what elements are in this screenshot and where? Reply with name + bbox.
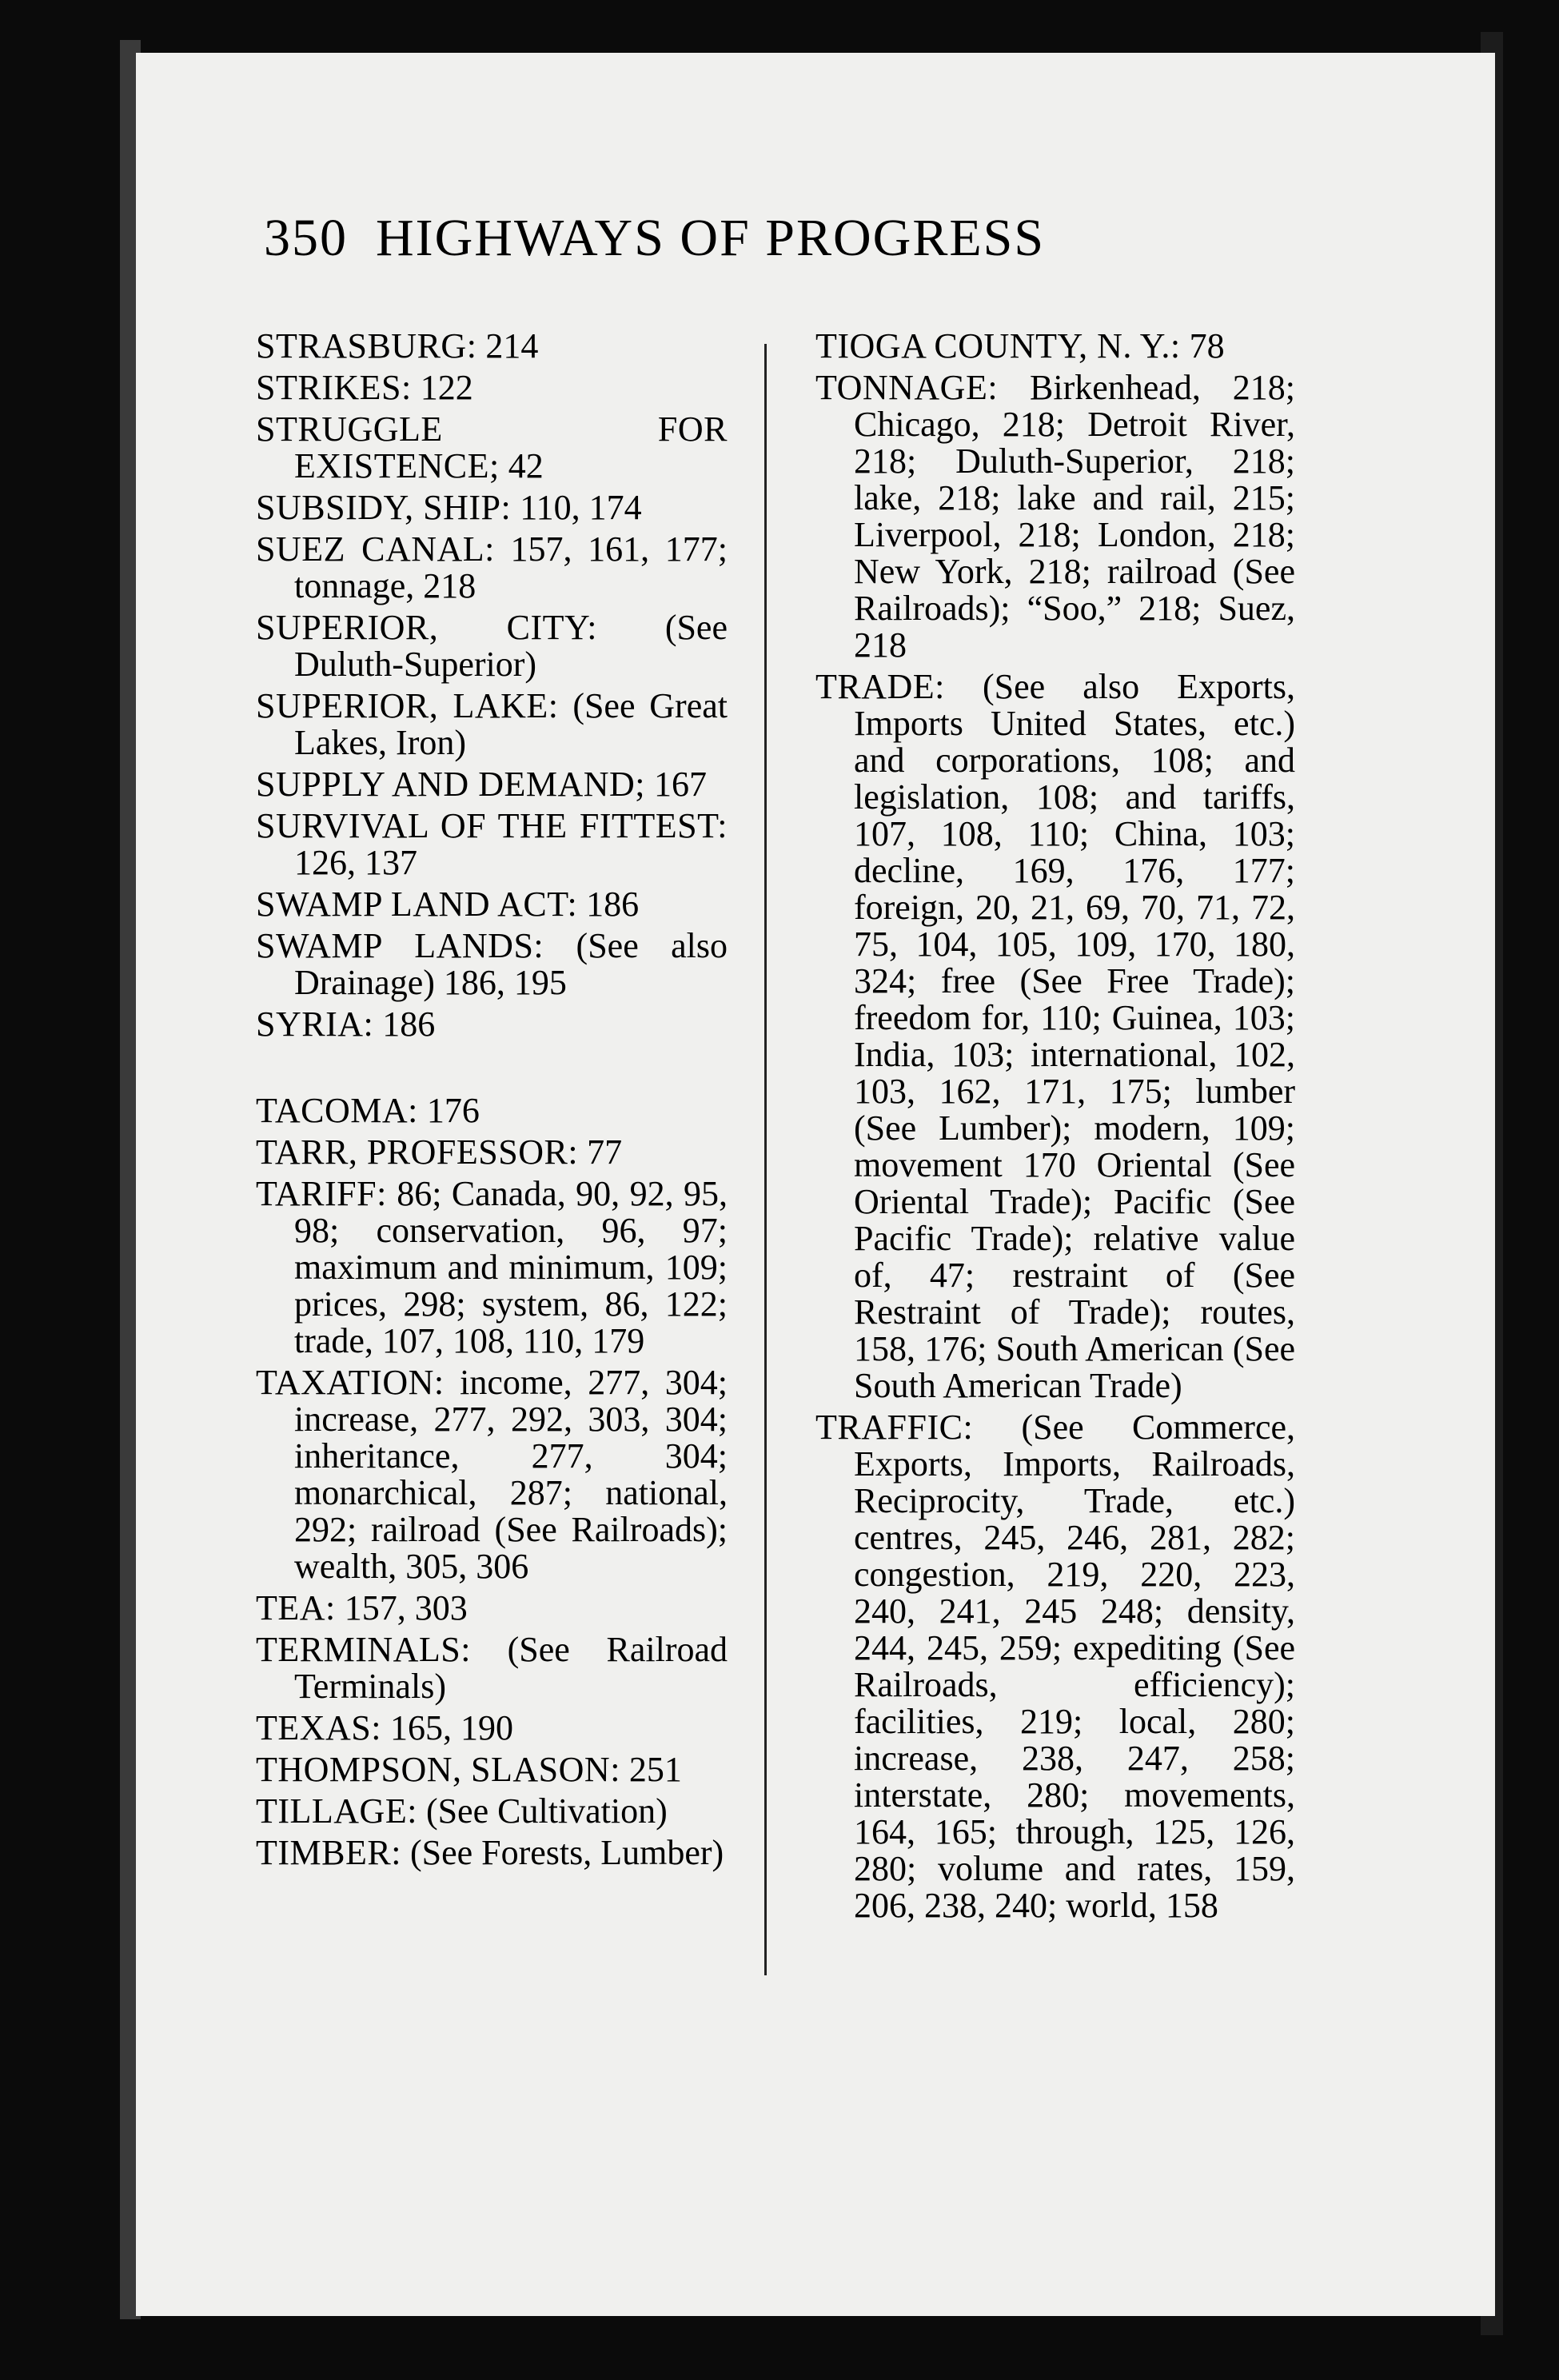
index-entry-references: (See also Exports, Imports United States, etc.) and corporations, 108; and legislation, 108; and tariffs, 107, 108, 110; China, 103; decline, 169, 176, 177; foreign, 20, 21, 69, 70, 71, 72, 75, 104, 105, 109, 170, 180, 324; free (See Free Trade); freedom for, 110; Guinea, 103; India, 103; international, 102, 103, 162, 171, 175; lumber (See Lumber); modern, 109; movement 170 Oriental (See Oriental Trade); Pacific (See Pacific Trade); relative value of, 47; restraint of (See Restraint of Trade); routes, 158, 176; South American (See South American Trade) <box>854 667 1296 1405</box>
column-divider <box>764 344 767 1975</box>
index-entry <box>256 1176 728 1360</box>
index-entry-references: 186 <box>586 885 640 924</box>
index-entry <box>815 1409 1295 1924</box>
index-entry <box>815 669 1295 1404</box>
index-entry <box>256 688 728 761</box>
index-entry-references: (See Commerce, Exports, Imports, Railroads, Reciprocity, Trade, etc.) centres, 245, 246, 281, 282; congestion, 219, 220, 223, 240, 241, 245 248; density, 244, 245, 259; expediting (See Railroads, efficiency); facilities, 219; local, 280; increase, 238, 247, 258; interstate, 280; movements, 164, 165; through, 125, 126, 280; volume and rates, 159, 206, 238, 240; world, 158 <box>854 1408 1296 1925</box>
index-entry-heading: TAXATION: <box>256 1363 445 1402</box>
index-entry-heading: THOMPSON, SLASON: <box>256 1750 620 1789</box>
index-entry-heading: SYRIA: <box>256 1004 374 1044</box>
index-entry-references: (See Cultivation) <box>425 1791 668 1831</box>
index-entry <box>256 1751 728 1788</box>
index-entry-heading: SWAMP LAND ACT: <box>256 885 578 924</box>
index-entry-heading: TARR, PROFESSOR: <box>256 1132 579 1172</box>
index-entry-heading: TRAFFIC: <box>815 1408 974 1447</box>
index-entry-references: 176 <box>426 1091 480 1130</box>
index-entry <box>256 531 728 605</box>
index-entry <box>256 1590 728 1627</box>
index-entry-heading: TONNAGE: <box>815 368 999 407</box>
section-gap <box>256 1048 728 1092</box>
index-entry-references: 214 <box>485 326 539 365</box>
index-entry-heading: TRADE: <box>815 667 945 706</box>
index-entry-heading: SUBSIDY, SHIP: <box>256 488 512 527</box>
index-entry-references: 165, 190 <box>390 1708 513 1747</box>
index-entry-heading: SURVIVAL OF THE FITTEST: <box>256 806 728 845</box>
index-entry-references: income, 277, 304; increase, 277, 292, 303, 304; inheritance, 277, 304; monarchical, 287; national, 292; railroad (See Railroads); wealth, 305, 306 <box>294 1363 728 1586</box>
index-entry-references: (See Duluth-Superior) <box>294 608 728 684</box>
index-entry-references: 186 <box>382 1004 436 1044</box>
index-entry-heading: STRUGGLE FOR EXISTENCE; <box>256 409 728 485</box>
index-entry <box>256 1793 728 1830</box>
index-entry <box>256 609 728 683</box>
index-entry-references: 122 <box>420 368 473 407</box>
index-entry-references: 126, 137 <box>294 843 417 882</box>
index-entry-references: 167 <box>654 765 708 804</box>
index-entry <box>256 766 728 803</box>
index-entry-heading: SUEZ CANAL: <box>256 529 495 569</box>
index-entry-references: 157, 303 <box>344 1588 468 1627</box>
index-entry <box>256 1835 728 1871</box>
index-entry <box>256 1710 728 1747</box>
index-entry <box>256 1631 728 1705</box>
index-entry-references: 110, 174 <box>520 488 642 527</box>
index-column-left <box>256 328 728 1876</box>
index-entry <box>256 928 728 1001</box>
index-entry <box>256 489 728 526</box>
index-entry-heading: SUPERIOR, LAKE: <box>256 686 559 725</box>
index-entry-heading: STRASBURG: <box>256 326 477 365</box>
index-entry <box>815 328 1295 365</box>
index-entry-references: 78 <box>1189 326 1225 365</box>
page-number: 350 <box>264 209 348 267</box>
index-entry-heading: TIMBER: <box>256 1833 401 1872</box>
index-entry-heading: TACOMA: <box>256 1091 418 1130</box>
index-entry-references: 86; Canada, 90, 92, 95, 98; conservation, 96, 97; maximum and minimum, 109; prices, 298; system, 86, 122; trade, 107, 108, 110, 179 <box>294 1174 728 1360</box>
index-column-right <box>815 328 1295 1929</box>
index-entry-heading: TIOGA COUNTY, N. Y.: <box>815 326 1181 365</box>
page-header <box>264 208 1295 280</box>
index-entry-references: (See also Drainage) 186, 195 <box>294 926 728 1002</box>
index-entry <box>256 1364 728 1585</box>
running-title: HIGHWAYS OF PROGRESS <box>376 209 1046 267</box>
index-entry <box>256 411 728 485</box>
index-entry <box>256 1134 728 1171</box>
index-entry-references: Birkenhead, 218; Chicago, 218; Detroit River, 218; Duluth-Superior, 218; lake, 218; lake and rail, 215; Liverpool, 218; London, 218; New York, 218; railroad (See Railroads); “Soo,” 218; Suez, 218 <box>854 368 1295 665</box>
index-entry-references: (See Great Lakes, Iron) <box>294 686 728 762</box>
index-entry-references: 157, 161, 177; tonnage, 218 <box>294 529 728 605</box>
index-entry-heading: STRIKES: <box>256 368 412 407</box>
index-entry <box>256 808 728 881</box>
index-entry <box>256 369 728 406</box>
index-entry-references: 77 <box>587 1132 623 1172</box>
index-group-t-continued <box>815 328 1295 1924</box>
index-entry-heading: TEXAS: <box>256 1708 381 1747</box>
index-entry <box>256 1006 728 1043</box>
index-entry-heading: SUPERIOR, CITY: <box>256 608 597 647</box>
index-entry-heading: TARIFF: <box>256 1174 387 1213</box>
index-entry-references: 251 <box>628 1750 682 1789</box>
index-entry <box>256 328 728 365</box>
index-entry-heading: TILLAGE: <box>256 1791 417 1831</box>
index-entry-heading: TERMINALS: <box>256 1630 471 1669</box>
index-entry-heading: SWAMP LANDS: <box>256 926 544 965</box>
index-entry-heading: SUPPLY AND DEMAND; <box>256 765 646 804</box>
index-entry <box>815 369 1295 664</box>
index-entry-heading: TEA: <box>256 1588 336 1627</box>
index-group-t <box>256 1092 728 1871</box>
index-entry-references: 42 <box>508 446 544 485</box>
index-entry <box>256 886 728 923</box>
index-entry <box>256 1092 728 1129</box>
index-group-s <box>256 328 728 1043</box>
index-entry-references: (See Forests, Lumber) <box>409 1833 724 1872</box>
index-entry-references: (See Railroad Terminals) <box>294 1630 728 1706</box>
